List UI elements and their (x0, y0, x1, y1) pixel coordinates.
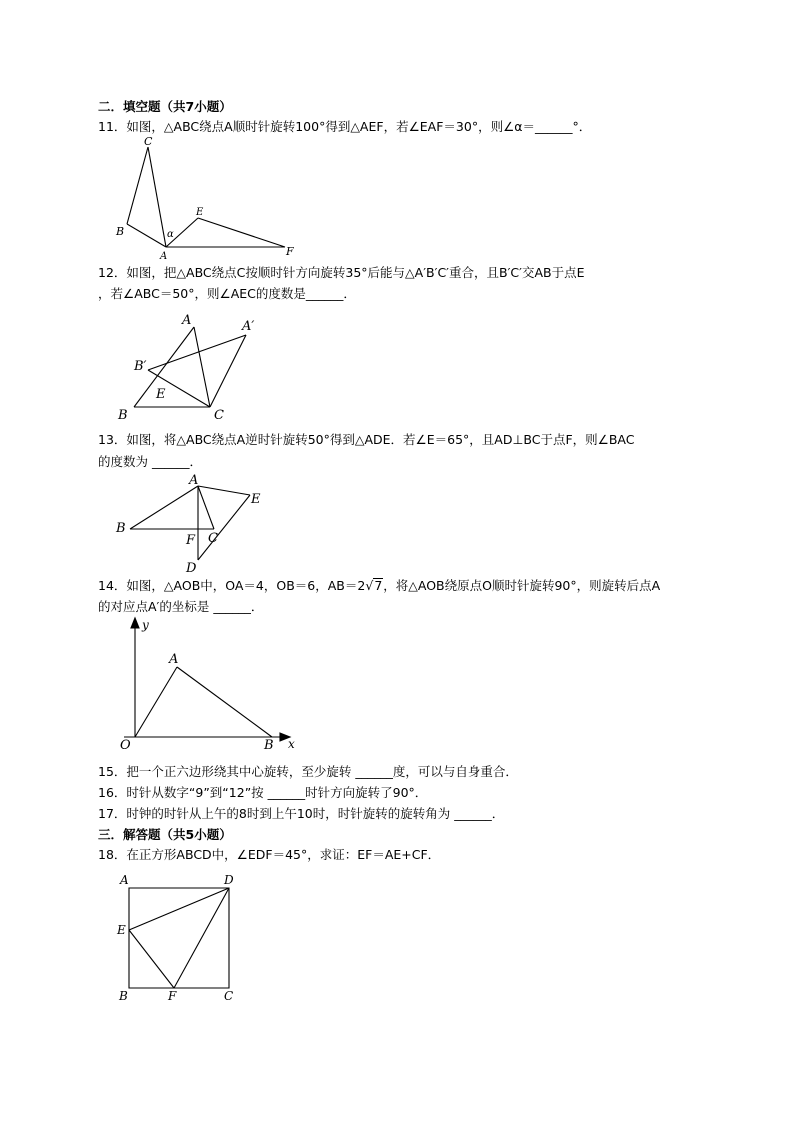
question-14-line2: 的对应点A′的坐标是 ______． (98, 599, 264, 614)
question-15-text: 15．把一个正六边形绕其中心旋转，至少旋转 ______度，可以与自身重合． (98, 764, 518, 779)
label-c: C (208, 531, 218, 546)
label-a: A (169, 652, 179, 667)
label-a-prime: A′ (242, 319, 255, 334)
question-14-text-b: ，将△AOB绕原点O顺时针旋转90°，则旋转后点A (383, 578, 661, 593)
segment-ef (198, 218, 285, 247)
label-e: E (156, 387, 166, 402)
segment-oa (135, 667, 177, 737)
segment-ba (127, 224, 166, 247)
label-o: O (120, 738, 131, 753)
question-17-text: 17．时钟的时针从上午的8时到上午10时，时针旋转的旋转角为 ______． (98, 806, 505, 821)
segment-ed (198, 495, 250, 560)
segment-ac (194, 327, 210, 407)
figure-q13 (112, 472, 272, 578)
label-c: C (224, 989, 234, 1003)
label-y: y (142, 618, 149, 632)
sqrt-radicand: 7 (374, 578, 383, 593)
label-x: x (288, 737, 295, 751)
segment-fd (174, 888, 229, 988)
label-e: E (117, 923, 126, 937)
figure-q18 (112, 868, 252, 1006)
segment-ba (130, 486, 198, 529)
label-a: A (182, 313, 192, 328)
question-18-text: 18．在正方形ABCD中，∠EDF＝45°，求证：EF＝AE+CF． (98, 847, 441, 862)
square-abcd (129, 888, 229, 988)
label-alpha: α (167, 229, 174, 240)
label-f: F (168, 989, 177, 1003)
question-12-line1: 12．如图，把△ABC绕点C按顺时针方向旋转35°后能与△A′B′C′重合，且B′C′交AB于点E (98, 265, 585, 280)
label-e: E (196, 207, 204, 218)
question-13-line2: 的度数为 ______． (98, 454, 202, 469)
section-title-solutions: 三．解答题（共5小题） (98, 827, 232, 842)
label-d: D (186, 561, 197, 576)
segment-ef (129, 930, 174, 988)
figure-q14 (112, 615, 302, 755)
label-a: A (189, 473, 199, 488)
label-c: C (144, 135, 153, 148)
y-axis-arrow (131, 618, 139, 628)
label-e: E (251, 492, 261, 507)
figure-q12 (112, 308, 272, 426)
segment-ca (148, 147, 166, 247)
section-title-fill-blank: 二．填空题（共7小题） (98, 99, 232, 114)
segment-ab (177, 667, 272, 737)
label-b: B (264, 738, 274, 753)
question-13-line1: 13．如图，将△ABC绕点A逆时针旋转50°得到△ADE．若∠E＝65°，且AD⊥BC于点F，则∠BAC (98, 432, 635, 447)
segment-de (129, 888, 229, 930)
label-b-prime: B′ (134, 359, 147, 374)
question-14-line1 (98, 577, 660, 595)
segment-ae (198, 486, 250, 495)
sqrt-sign: √ (365, 578, 374, 593)
label-a: A (120, 873, 129, 887)
label-b: B (116, 521, 126, 536)
label-c: C (214, 408, 224, 423)
segment-cb (127, 147, 148, 224)
question-14-text-a: 14．如图，△AOB中，OA＝4，OB＝6，AB＝2 (98, 578, 366, 593)
question-12-line2: ，若∠ABC＝50°，则∠AEC的度数是______． (98, 286, 356, 301)
label-f: F (286, 245, 294, 258)
label-d: D (224, 873, 234, 887)
label-b: B (118, 408, 128, 423)
label-f: F (186, 533, 196, 548)
label-b: B (119, 989, 128, 1003)
label-b: B (116, 225, 125, 238)
label-a: A (160, 251, 168, 262)
question-16-text: 16．时针从数字“9”到“12”按 ______时针方向旋转了90°． (98, 785, 428, 800)
segment-ac (198, 486, 214, 529)
question-11-text: 11．如图，△ABC绕点A顺时针旋转100°得到△AEF，若∠EAF＝30°，则∠α＝______°． (98, 119, 592, 134)
figure-q11 (110, 134, 300, 262)
